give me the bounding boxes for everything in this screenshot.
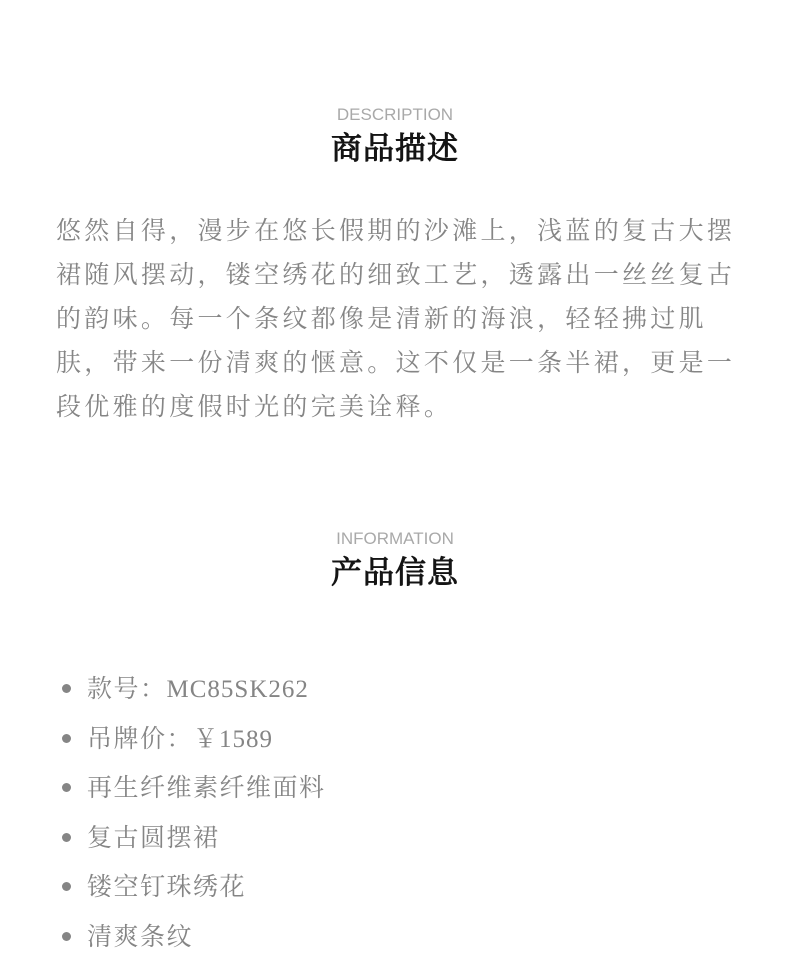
bullet-icon (62, 882, 71, 891)
feature-text: 镂空钉珠绣花 (87, 872, 247, 902)
list-item-tag-price (60, 714, 760, 764)
bullet-icon (62, 783, 71, 792)
bullet-icon (62, 932, 71, 941)
information-heading-en: INFORMATION (336, 529, 454, 548)
feature-text: 复古圆摆裙 (87, 822, 220, 852)
description-text: 悠然自得，漫步在悠长假期的沙滩上，浅蓝的复古大摆裙随风摆动，镂空绣花的细致工艺，透露出一丝丝复古的韵味。每一个条纹都像是清新的海浪，轻轻拂过肌肤，带来一份清爽的惬意。这不仅是一条半裙，更是一段优雅的度假时光的完美诠释。 (56, 216, 736, 421)
list-item-embroidery (60, 862, 760, 912)
list-item-stripes (60, 912, 760, 962)
bullet-icon (62, 734, 71, 743)
tag-price-value: ￥1589 (193, 725, 274, 753)
description-header (0, 105, 790, 169)
bullet-icon (62, 833, 71, 842)
description-heading-en: DESCRIPTION (336, 105, 454, 124)
feature-text: 再生纤维素纤维面料 (87, 773, 326, 803)
information-header (0, 529, 790, 593)
information-heading-zh: 产品信息 (331, 555, 459, 591)
list-item-style-number (60, 664, 760, 714)
list-item-skirt-style (60, 813, 760, 863)
product-info-list (60, 664, 760, 962)
list-item-fabric (60, 763, 760, 813)
style-number-label: 款号： (87, 674, 167, 703)
feature-text: 清爽条纹 (87, 921, 194, 951)
style-number-value: MC85SK262 (166, 676, 309, 703)
description-heading-zh: 商品描述 (331, 131, 459, 167)
bullet-icon (62, 684, 71, 693)
tag-price-label: 吊牌价： (87, 723, 194, 753)
